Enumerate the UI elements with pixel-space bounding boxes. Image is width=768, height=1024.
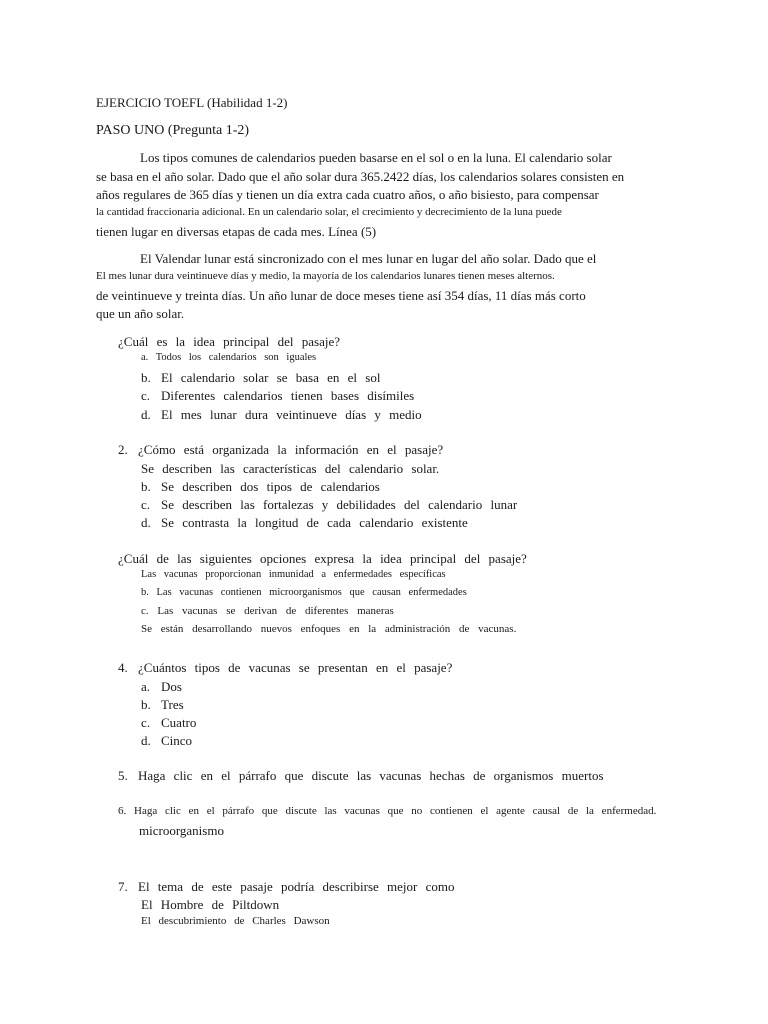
q2-option-d-text: Se contrasta la longitud de cada calendario existente <box>161 515 468 530</box>
step-heading: PASO UNO (Pregunta 1-2) <box>96 123 250 138</box>
q1-option-b-text: El calendario solar se basa en el sol <box>161 370 381 385</box>
q4-option-c-text: Cuatro <box>161 715 197 730</box>
q4-text: ¿Cuántos tipos de vacunas se presentan en el pasaje? <box>138 660 453 675</box>
q4-option-a[interactable] <box>141 680 182 693</box>
q3-option-b[interactable] <box>141 588 467 599</box>
q4-option-b-letter: b. <box>141 697 151 712</box>
passage-line: El Valendar lunar está sincronizado con el mes lunar en lugar del año solar. Dado que el <box>140 251 597 266</box>
q6-continuation: microorganismo <box>139 823 224 838</box>
passage-line: de veintinueve y treinta días. Un año lunar de doce meses tiene así 354 días, 11 días más corto <box>96 288 586 303</box>
q2-option-b-letter: b. <box>141 479 151 494</box>
q6-text: Haga clic en el párrafo que discute las vacunas que no contienen el agente causal de la enfermedad. <box>134 805 657 817</box>
question-7 <box>118 880 455 893</box>
question-2 <box>118 443 443 456</box>
q6-number: 6. <box>118 805 127 817</box>
q1-option-b[interactable] <box>141 371 380 384</box>
q4-option-d-text: Cinco <box>161 733 193 748</box>
passage-line: tienen lugar en diversas etapas de cada mes. Línea (5) <box>96 224 377 239</box>
q2-option-d-letter: d. <box>141 515 151 530</box>
q5-number: 5. <box>118 768 128 783</box>
question-5 <box>118 769 604 782</box>
q3-option-b-text: Las vacunas contienen microorganismos que causan enfermedades <box>156 587 467 598</box>
q3-option-c[interactable] <box>141 606 394 617</box>
exercise-title: EJERCICIO TOEFL (Habilidad 1-2) <box>96 95 288 110</box>
q1-option-d-letter: d. <box>141 407 151 422</box>
q1-option-a-text: Todos los calendarios son iguales <box>155 352 317 363</box>
q2-option-c[interactable] <box>141 498 517 511</box>
q1-option-c[interactable] <box>141 389 414 402</box>
q2-option-c-text: Se describen las fortalezas y debilidades del calendario lunar <box>161 497 518 512</box>
q4-number: 4. <box>118 660 128 675</box>
q2-option-b-text: Se describen dos tipos de calendarios <box>161 479 380 494</box>
q3-option-b-letter: b. <box>141 587 149 598</box>
q2-option-c-letter: c. <box>141 497 151 512</box>
q4-option-b-text: Tres <box>161 697 184 712</box>
q5-text: Haga clic en el párrafo que discute las vacunas hechas de organismos muertos <box>138 768 604 783</box>
passage-line: que un año solar. <box>96 306 185 321</box>
q2-option-b[interactable] <box>141 480 380 493</box>
q4-option-a-letter: a. <box>141 679 151 694</box>
question-3: ¿Cuál de las siguientes opciones expresa la idea principal del pasaje? <box>118 551 527 566</box>
q7-number: 7. <box>118 879 128 894</box>
q1-option-c-text: Diferentes calendarios tienen bases disímiles <box>161 388 415 403</box>
q1-option-a-letter: a. <box>141 352 149 363</box>
q1-option-d-text: El mes lunar dura veintinueve días y medio <box>161 407 422 422</box>
passage-line: la cantidad fraccionaria adicional. En un calendario solar, el crecimiento y decrecimiento de la luna puede <box>96 206 562 218</box>
q4-option-a-text: Dos <box>161 679 182 694</box>
q4-option-c-letter: c. <box>141 715 151 730</box>
q7-option-b[interactable]: El descubrimiento de Charles Dawson <box>141 915 330 927</box>
q3-option-a[interactable]: Las vacunas proporcionan inmunidad a enfermedades específicas <box>141 569 446 580</box>
q3-option-c-letter: c. <box>141 605 149 617</box>
question-1: ¿Cuál es la idea principal del pasaje? <box>118 334 341 349</box>
q4-option-d[interactable] <box>141 734 192 747</box>
q3-option-d[interactable]: Se están desarrollando nuevos enfoques en la administración de vacunas. <box>141 623 517 635</box>
passage-line: El mes lunar dura veintinueve días y medio, la mayoría de los calendarios lunares tienen meses alternos. <box>96 270 555 282</box>
q4-option-d-letter: d. <box>141 733 151 748</box>
q2-text: ¿Cómo está organizada la información en el pasaje? <box>138 442 444 457</box>
question-4 <box>118 661 452 674</box>
passage-line: se basa en el año solar. Dado que el año solar dura 365.2422 días, los calendarios solares consisten en <box>96 169 625 184</box>
q4-option-b[interactable] <box>141 698 184 711</box>
passage-line: Los tipos comunes de calendarios pueden basarse en el sol o en la luna. El calendario solar <box>140 150 612 165</box>
question-6 <box>118 806 656 817</box>
q1-option-c-letter: c. <box>141 388 151 403</box>
q2-option-d[interactable] <box>141 516 468 529</box>
passage-line: años regulares de 365 días y tienen un día extra cada cuatro años, o año bisiesto, para compensar <box>96 187 599 202</box>
q7-text: El tema de este pasaje podría describirse mejor como <box>138 879 455 894</box>
q2-number: 2. <box>118 442 128 457</box>
q2-option-a[interactable]: Se describen las características del calendario solar. <box>141 461 440 476</box>
q3-option-c-text: Las vacunas se derivan de diferentes maneras <box>157 605 394 617</box>
q1-option-a[interactable] <box>141 353 316 364</box>
q4-option-c[interactable] <box>141 716 196 729</box>
q1-option-d[interactable] <box>141 408 422 421</box>
q7-option-a[interactable]: El Hombre de Piltdown <box>141 897 280 912</box>
q1-option-b-letter: b. <box>141 370 151 385</box>
